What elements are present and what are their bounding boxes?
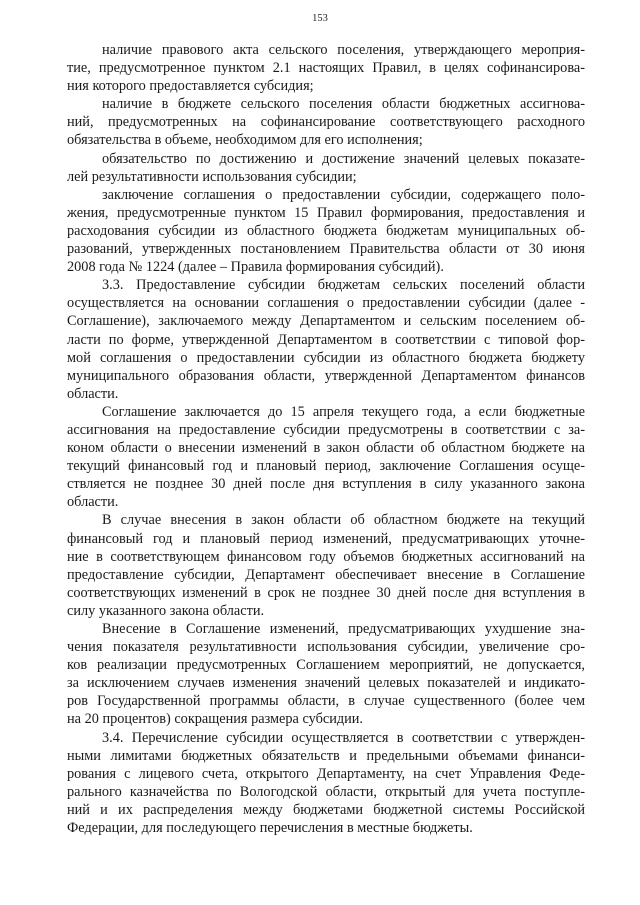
page-number: 153 <box>312 13 328 24</box>
text-line: рования с лицевого счета, открытого Департаменту, на счет Управления Феде- <box>67 765 585 782</box>
text-line: финансовый год и плановый период изменений, предусматривающих уточне- <box>67 530 585 547</box>
text-line: обязательство по достижению и достижение значений целевых показате- <box>102 150 585 167</box>
text-line: коном области о внесении изменений в закон области об областном бюджете на <box>67 440 585 457</box>
text-line: ласти по форме, утвержденной Департаментом в соответствии с типовой фор- <box>67 331 585 348</box>
text-line: тие, предусмотренное пунктом 2.1 настоящих Правил, в целях софинансирова- <box>67 60 585 77</box>
text-line: области. <box>67 385 119 402</box>
text-line: ние в соответствующем финансовом году объемов бюджетных ассигнований на <box>67 548 585 565</box>
text-line: ными лимитами бюджетных обязательств и предельными объемами финанси- <box>67 747 585 764</box>
text-line: мой соглашения о предоставлении субсидии из областного бюджета бюджету <box>67 349 585 366</box>
text-line: Соглашение), заключаемого между Департаментом и сельским поселением об- <box>67 313 585 330</box>
text-line: ния которого предоставляется субсидия; <box>67 78 314 95</box>
text-line: ассигнования на предоставление субсидии предусмотрены в соответствии с за- <box>67 421 585 438</box>
text-line: области. <box>67 494 119 511</box>
text-line: на 20 процентов) сокращения размера субсидии. <box>67 711 364 728</box>
text-line: муниципального образования области, утвержденной Департаментом финансов <box>67 367 585 384</box>
text-line: лей результативности использования субсидии; <box>67 168 357 185</box>
text-line: наличие правового акта сельского поселения, утверждающего мероприя- <box>102 42 585 58</box>
text-line: Внесение в Соглашение изменений, предусматривающих ухудшение зна- <box>102 621 585 637</box>
text-line: ствляется не позднее 30 дней после дня вступления в силу указанного закона <box>67 476 585 493</box>
text-line: ний и их распределения между бюджетами бюджетной системы Российской <box>67 801 585 818</box>
text-line: заключение соглашения о предоставлении субсидии, содержащего поло- <box>102 186 585 203</box>
text-line: Соглашение заключается до 15 апреля текущего года, а если бюджетные <box>102 403 585 420</box>
body-text <box>67 41 585 837</box>
text-line: ков реализации предусмотренных Соглашением мероприятий, не допускается, <box>67 657 585 674</box>
text-line: разований, утвержденных постановлением Правительства области от 30 июня <box>67 241 585 258</box>
text-line: за исключением случаев изменения значений целевых показателей и индикато- <box>67 675 585 692</box>
text-line: ров Государственной программы области, в случае существенного (более чем <box>67 693 585 710</box>
text-line: обязательства в объеме, необходимом для его исполнения; <box>67 132 423 149</box>
text-line: осуществляется на основании соглашения о предоставлении субсидии (далее - <box>67 295 585 312</box>
text-line: Федерации, для последующего перечисления в местные бюджеты. <box>67 820 473 837</box>
text-line: 3.4. Перечисление субсидии осуществляется в соответствии с утвержден- <box>102 729 585 746</box>
text-line: расходования субсидии из областного бюджета бюджетам муниципальных об- <box>67 222 585 239</box>
text-line: силу указанного закона области. <box>67 602 265 619</box>
text-line: В случае внесения в закон области об областном бюджете на текущий <box>102 512 585 529</box>
text-line: рального казначейства по Вологодской области, открытый для учета поступле- <box>67 783 585 800</box>
text-line: 2008 года № 1224 (далее – Правила формирования субсидий). <box>67 259 444 276</box>
text-line: соответствующих изменений в срок не позднее 30 дней после дня вступления в <box>67 584 585 601</box>
text-line: чения показателя результативности использования субсидии, увеличение сро- <box>67 639 585 656</box>
text-line: наличие в бюджете сельского поселения области бюджетных ассигнова- <box>102 96 585 113</box>
text-line: 3.3. Предоставление субсидии бюджетам сельских поселений области <box>102 277 585 294</box>
text-line: жения, предусмотренные пунктом 15 Правил формирования, предоставления и <box>67 204 585 221</box>
text-line: ний, предусмотренных на софинансирование соответствующего расходного <box>67 114 585 131</box>
text-line: предоставление субсидии, Департамент обеспечивает внесение в Соглашение <box>67 566 585 583</box>
text-line: текущий финансовый год и плановый период, заключение Соглашения осуще- <box>67 458 585 475</box>
